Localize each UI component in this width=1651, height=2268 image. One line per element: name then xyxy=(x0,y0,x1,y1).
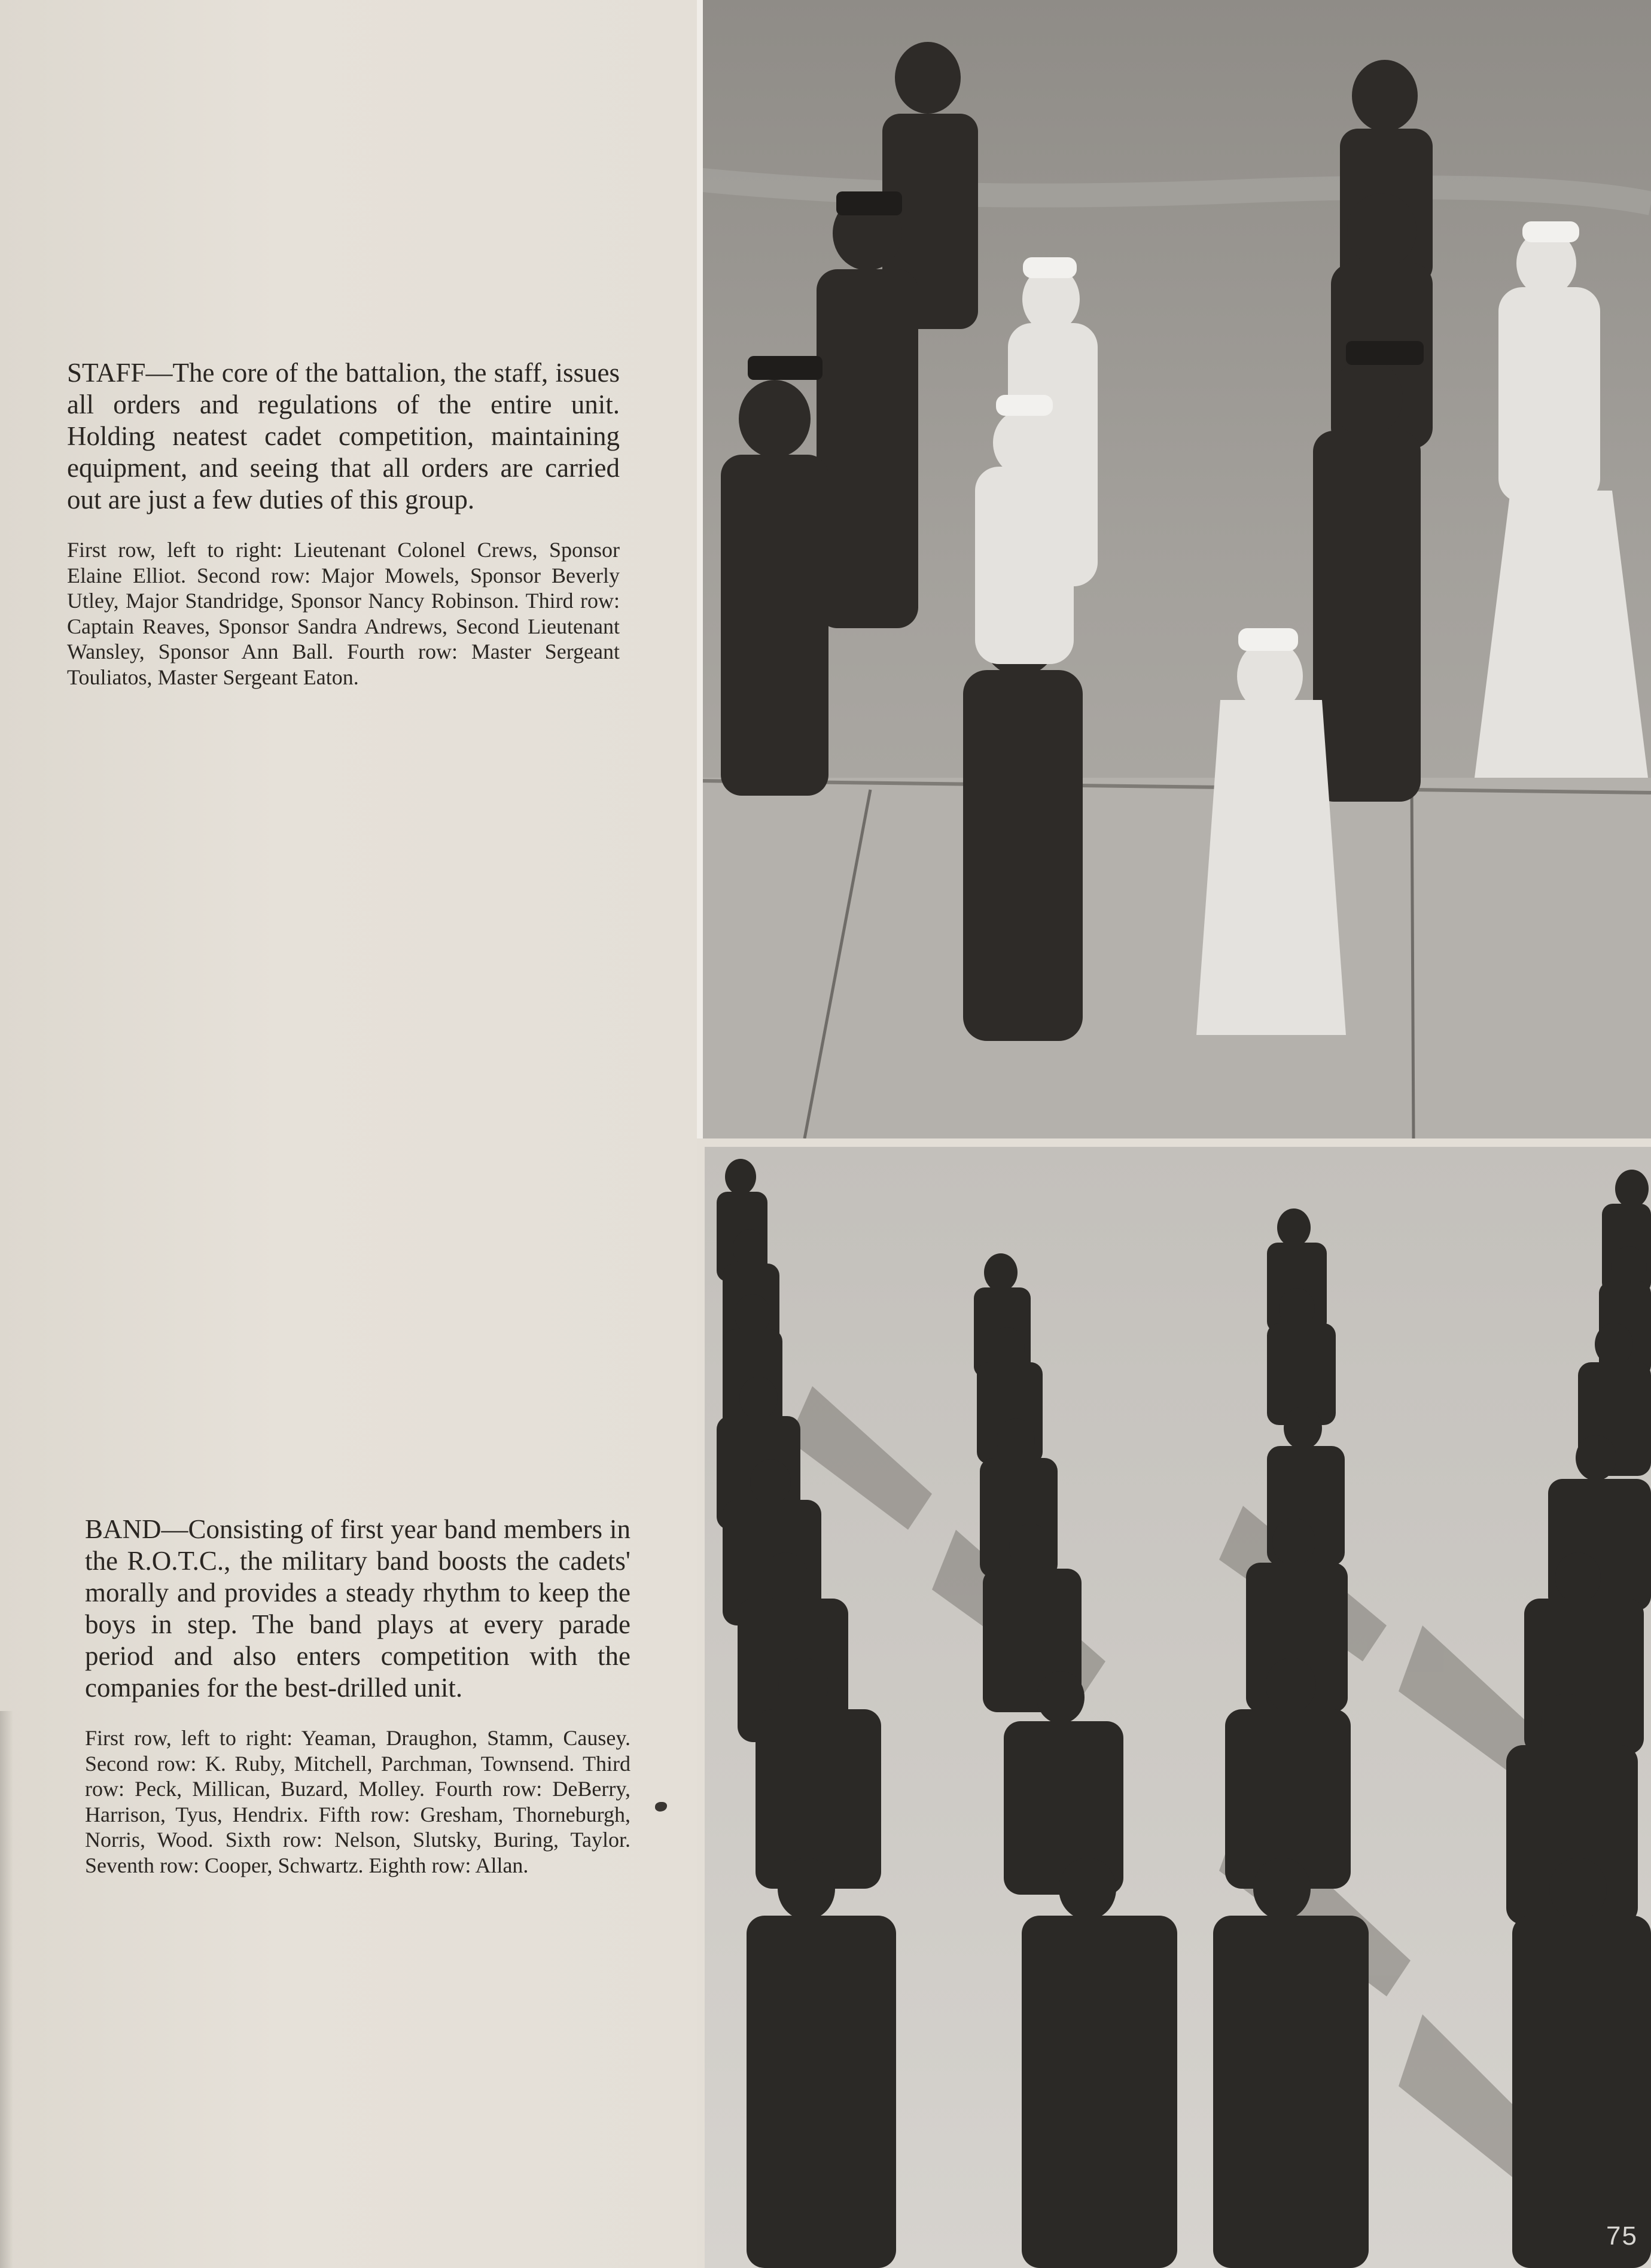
band-caption: First row, left to right: Yeaman, Draughon, Stamm, Causey. Second row: K. Ruby, Mitchell, Parchman, Townsend. Third row: Peck, Millican, Buzard, Molley. Fourth row: DeBerry, Harrison, Tyus, Hendrix. Fifth row: Gresham, Thorneburgh, Norris, Wood. Sixth row: Nelson, Slutsky, Buring, Taylor. Seventh row: Cooper, Schwartz. Eighth row: Allan. xyxy=(85,1726,630,1877)
staff-text-block xyxy=(67,357,620,690)
page-number: 75 xyxy=(1606,2221,1638,2251)
staff-description: STAFF—The core of the battalion, the staff, issues all orders and regulations of the entire unit. Holding neatest cadet competition, maintaining equipment, and seeing that all orders are carried out are just a few duties of this group. xyxy=(67,358,620,515)
binding-shadow xyxy=(0,1711,13,2268)
band-description: BAND—Consisting of first year band members in the R.O.T.C., the military band boosts the cadets' morally and provides a steady rhythm to keep the boys in step. The band plays at every parade period and also enters competition with the companies for the best-drilled unit. xyxy=(85,1514,630,1703)
staff-caption: First row, left to right: Lieutenant Colonel Crews, Sponsor Elaine Elliot. Second row: Major Mowels, Sponsor Beverly Utley, Major Standridge, Sponsor Nancy Robinson. Third row: Captain Reaves, Sponsor Sandra Andrews, Second Lieutenant Wansley, Sponsor Ann Ball. Fourth row: Master Sergeant Touliatos, Master Sergeant Eaton. xyxy=(67,538,620,689)
left-page-column xyxy=(0,0,697,2268)
band-text-block xyxy=(85,1514,630,1878)
staff-photo xyxy=(697,0,1651,1138)
band-photo xyxy=(705,1147,1651,2268)
